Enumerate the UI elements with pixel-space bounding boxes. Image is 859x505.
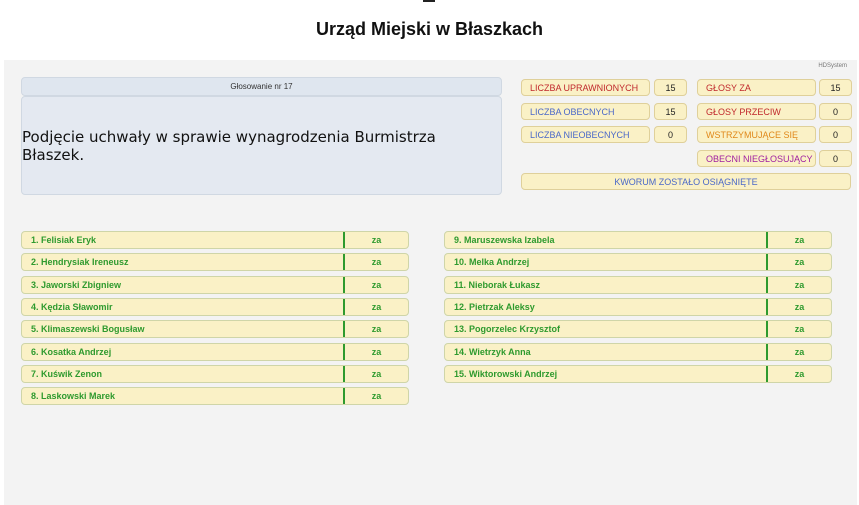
voter-vote: za: [371, 235, 382, 245]
page-title: Urząd Miejski w Błaszkach: [315, 19, 544, 39]
voter-vote: za: [371, 324, 382, 334]
stat-wstrzymujace-label: WSTRZYMUJĄCE SIĘ: [697, 126, 816, 143]
voter-name: 14. Wietrzyk Anna: [445, 344, 768, 360]
voter-name: 13. Pogorzelec Krzysztof: [445, 321, 768, 337]
stat-niegl-label: OBECNI NIEGŁOSUJĄCY: [697, 150, 816, 167]
stat-przeciw-label: GŁOSY PRZECIW: [697, 103, 816, 120]
voter-name: 4. Kędzia Sławomir: [22, 299, 345, 315]
voter-vote: za: [794, 347, 805, 357]
voter-name: 11. Nieborak Łukasz: [445, 277, 768, 293]
voter-name: 7. Kuświk Zenon: [22, 366, 345, 382]
voting-panel: [4, 60, 857, 505]
voter-name: 10. Melka Andrzej: [445, 254, 768, 270]
voter-row: [444, 320, 832, 338]
voter-row: [444, 298, 832, 316]
stat-obecnych-value: 15: [654, 103, 687, 120]
voter-vote: za: [794, 369, 805, 379]
stat-przeciw-value: 0: [819, 103, 852, 120]
voter-row: [21, 320, 409, 338]
voter-row: [21, 298, 409, 316]
brand-logo: HDSystem: [818, 63, 847, 69]
voter-name: 2. Hendrysiak Ireneusz: [22, 254, 345, 270]
voter-row: [21, 231, 409, 249]
voter-name: 12. Pietrzak Aleksy: [445, 299, 768, 315]
voter-name: 3. Jaworski Zbigniew: [22, 277, 345, 293]
stat-nieobecnych-label: LICZBA NIEOBECNYCH: [521, 126, 650, 143]
voter-vote: za: [794, 324, 805, 334]
voter-row: [21, 253, 409, 271]
stat-wstrzymujace-value: 0: [819, 126, 852, 143]
voter-name: 5. Klimaszewski Bogusław: [22, 321, 345, 337]
voter-vote: za: [794, 235, 805, 245]
voter-row: [444, 253, 832, 271]
motion-box: [21, 96, 502, 195]
voter-row: [444, 276, 832, 294]
voter-row: [444, 231, 832, 249]
voter-row: [21, 343, 409, 361]
stat-za-label: GŁOSY ZA: [697, 79, 816, 96]
voter-name: 6. Kosatka Andrzej: [22, 344, 345, 360]
top-marker: [423, 0, 435, 2]
motion-text: Podjęcie uchwały w sprawie wynagrodzenia Burmistrza Błaszek.: [22, 127, 436, 164]
voter-name: 1. Felisiak Eryk: [22, 232, 345, 248]
voter-vote: za: [794, 302, 805, 312]
stat-nieobecnych-value: 0: [654, 126, 687, 143]
motion-header: Głosowanie nr 17: [21, 77, 502, 96]
voter-row: [444, 343, 832, 361]
voter-row: [21, 365, 409, 383]
stat-uprawnionych-value: 15: [654, 79, 687, 96]
voter-vote: za: [371, 391, 382, 401]
kworum-status: KWORUM ZOSTAŁO OSIĄGNIĘTE: [521, 173, 851, 190]
voter-row: [444, 365, 832, 383]
stat-uprawnionych-label: LICZBA UPRAWNIONYCH: [521, 79, 650, 96]
stat-obecnych-label: LICZBA OBECNYCH: [521, 103, 650, 120]
voter-name: 15. Wiktorowski Andrzej: [445, 366, 768, 382]
voter-vote: za: [371, 369, 382, 379]
voter-vote: za: [371, 347, 382, 357]
voter-row: [21, 276, 409, 294]
voter-vote: za: [794, 280, 805, 290]
voter-vote: za: [371, 257, 382, 267]
voter-name: 8. Laskowski Marek: [22, 388, 345, 404]
voter-row: [21, 387, 409, 405]
voter-vote: za: [794, 257, 805, 267]
stat-niegl-value: 0: [819, 150, 852, 167]
voter-vote: za: [371, 280, 382, 290]
stat-za-value: 15: [819, 79, 852, 96]
voter-vote: za: [371, 302, 382, 312]
voter-name: 9. Maruszewska Izabela: [445, 232, 768, 248]
